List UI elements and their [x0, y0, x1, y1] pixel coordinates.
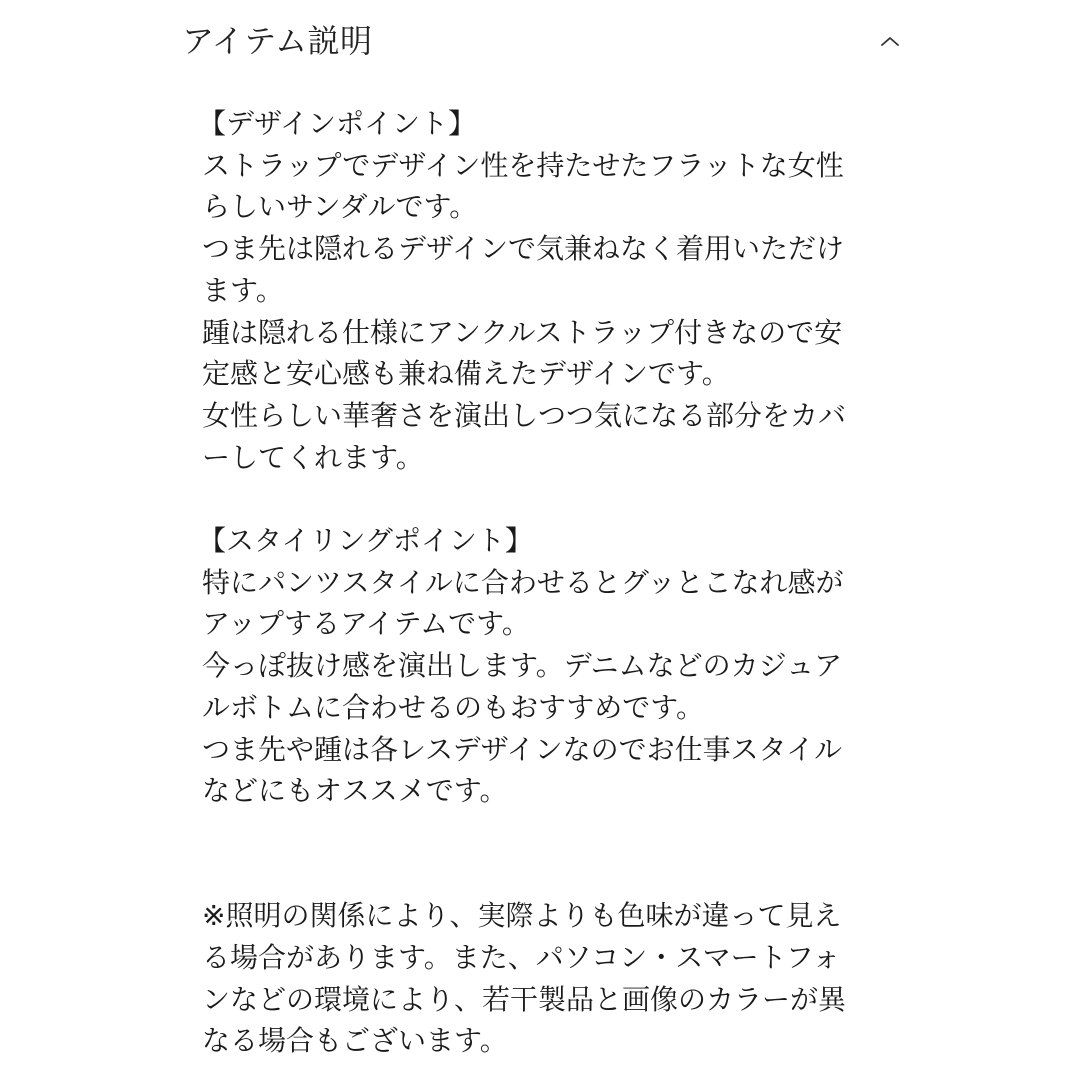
description-line: 特にパンツスタイルに合わせるとグッとこなれ感が	[202, 565, 844, 599]
description-line: つま先は隠れるデザインで気兼ねなく着用いただけ	[202, 232, 845, 266]
description-line: アップするアイテムです。	[202, 607, 530, 641]
note-line: る場合があります。また、パソコン・スマートフォ	[202, 941, 841, 975]
item-description-header[interactable]	[182, 18, 902, 64]
description-line: などにもオススメです。	[202, 774, 508, 808]
description-line: ストラップでデザイン性を持たせたフラットな女性	[202, 148, 844, 182]
note-line: ンなどの環境により、若干製品と画像のカラーが異	[202, 982, 847, 1016]
styling-point-heading: 【スタイリングポイント】	[198, 524, 533, 558]
chevron-up-icon[interactable]	[878, 29, 902, 53]
note-line: ※照明の関係により、実際よりも色味が違って見え	[202, 899, 842, 933]
description-line: 今っぽ抜け感を演出します。デニムなどのカジュア	[202, 649, 843, 683]
description-line: らしいサンダルです。	[202, 190, 478, 224]
description-line: ーしてくれます。	[202, 440, 424, 474]
description-line: つま先や踵は各レスデザインなのでお仕事スタイル	[202, 732, 843, 766]
description-line: 定感と安心感も兼ね備えたデザインです。	[202, 357, 730, 391]
description-line: 踵は隠れる仕様にアンクルストラップ付きなので安	[202, 315, 843, 349]
spacer	[202, 812, 874, 854]
spacer	[202, 478, 874, 520]
section-title: アイテム説明	[182, 22, 373, 60]
note-line: なる場合もございます。	[202, 1024, 508, 1058]
item-description-body	[198, 103, 874, 1062]
description-line: ルボトムに合わせるのもおすすめです。	[202, 690, 705, 724]
description-line: 女性らしい華奢さを演出しつつ気になる部分をカバ	[202, 398, 847, 432]
description-line: ます。	[202, 273, 284, 307]
spacer	[202, 854, 874, 896]
design-point-heading: 【デザインポイント】	[198, 107, 477, 140]
